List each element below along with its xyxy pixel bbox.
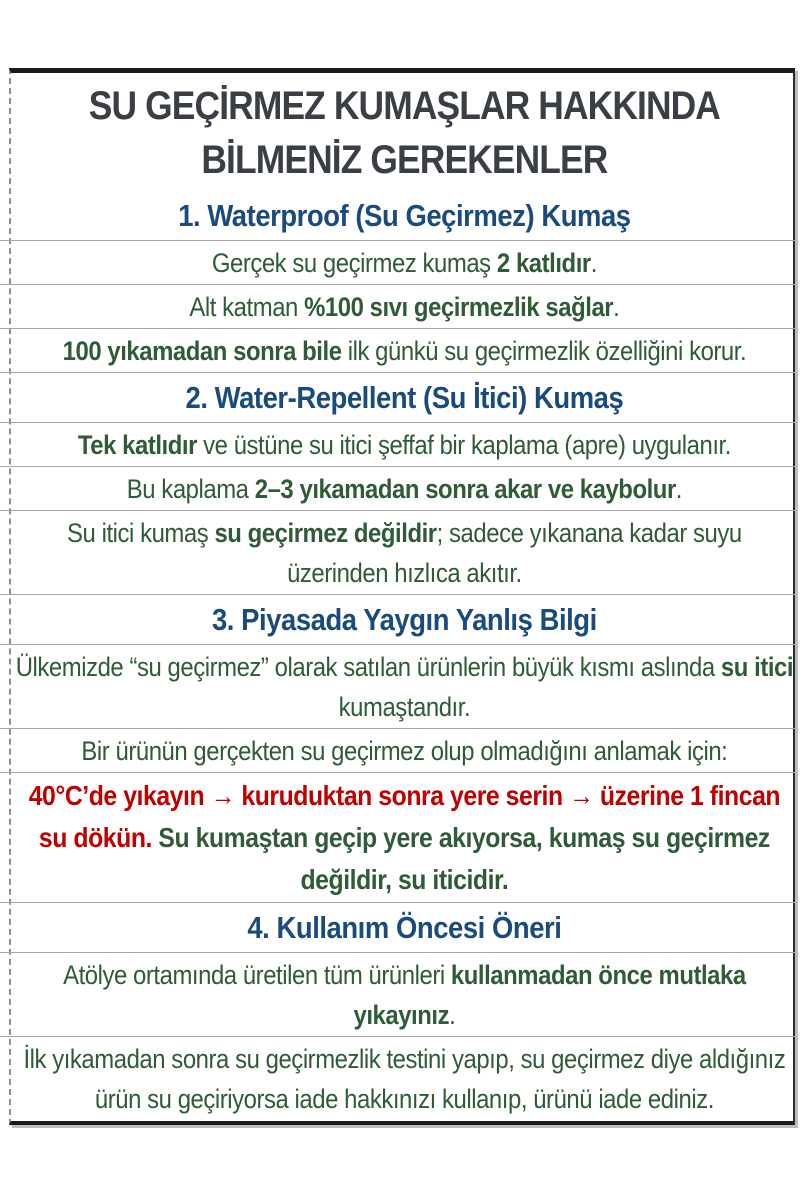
- text-segment: .: [675, 474, 683, 504]
- info-row: [11, 645, 793, 729]
- text-segment: Su kumaştan geçip yere akıyorsa, kumaş su geçirmez değildir, su iticidir.: [151, 822, 770, 895]
- text-segment: 2. Water-Repellent (Su İtici) Kumaş: [185, 380, 624, 415]
- text-segment: su itici: [720, 652, 794, 682]
- text-segment: Atölye ortamında üretilen tüm ürünleri: [63, 960, 451, 990]
- text-segment: .: [449, 1000, 456, 1030]
- text-segment: kumaştandır.: [338, 692, 471, 722]
- text-segment: 2 katlıdır: [496, 248, 591, 278]
- text-segment: 4. Kullanım Öncesi Öneri: [247, 910, 562, 945]
- text-segment: kullanmadan önce mutlaka yıkayınız: [353, 960, 746, 1030]
- row-text: [15, 775, 794, 901]
- row-text: [15, 425, 794, 465]
- info-row: [11, 511, 793, 595]
- text-segment: İlk yıkamadan sonra su geçirmezlik testini yapıp, su geçirmez diye aldığınız ürün su geçiriyorsa iade hakkınızı kullanıp, ürünü iade ediniz.: [23, 1044, 786, 1114]
- page-title-line-1: SU GEÇİRMEZ KUMAŞLAR HAKKINDA: [88, 84, 720, 128]
- page-title-line-2: BİLMENİZ GEREKENLER: [201, 138, 608, 182]
- text-segment: 2–3 yıkamadan sonra akar ve kaybolur: [254, 474, 676, 504]
- row-text: [15, 469, 794, 509]
- section-heading: [11, 595, 793, 645]
- text-segment: Tek katlıdır: [77, 430, 197, 460]
- row-text: [15, 731, 794, 771]
- text-segment: Gerçek su geçirmez kumaş: [211, 248, 497, 278]
- row-text: [15, 513, 794, 593]
- info-row: [11, 773, 793, 903]
- row-text: [15, 331, 794, 371]
- info-table: [9, 68, 795, 1125]
- info-row: [11, 1037, 793, 1121]
- text-segment: ve üstüne su itici şeffaf bir kaplama (apre) uygulanır.: [196, 430, 731, 460]
- row-text: [15, 287, 794, 327]
- info-row: [11, 329, 793, 373]
- info-row: [11, 729, 793, 773]
- text-segment: 40°C’de yıkayın → kuruduktan sonra yere serin → üzerine 1 fincan su dökün.: [28, 780, 781, 853]
- text-segment: ilk günkü su geçirmezlik özelliğini korur.: [341, 336, 747, 366]
- text-segment: Alt katman: [189, 292, 305, 322]
- text-segment: su geçirmez değildir: [214, 518, 437, 548]
- info-row: [11, 423, 793, 467]
- row-text: [15, 243, 794, 283]
- text-segment: ; sadece yıkanana kadar suyu üzerinden hızlıca akıtır.: [287, 518, 742, 588]
- text-segment: .: [590, 248, 597, 278]
- text-segment: Ülkemizde “su geçirmez” olarak satılan ürünlerin büyük kısmı aslında: [15, 652, 721, 682]
- row-text: [15, 193, 794, 239]
- text-segment: 100 yıkamadan sonra bile: [62, 336, 342, 366]
- section-heading: [11, 373, 793, 423]
- info-row: [11, 241, 793, 285]
- text-segment: .: [613, 292, 620, 322]
- text-segment: %100 sıvı geçirmezlik sağlar: [304, 292, 614, 322]
- text-segment: 3. Piyasada Yaygın Yanlış Bilgi: [211, 602, 597, 637]
- info-row: [11, 285, 793, 329]
- text-segment: Su itici kumaş: [67, 518, 215, 548]
- text-segment: 1. Waterproof (Su Geçirmez) Kumaş: [178, 198, 631, 233]
- info-row: [11, 953, 793, 1037]
- row-text: [15, 955, 794, 1035]
- page-title: [11, 73, 793, 191]
- info-row: [11, 467, 793, 511]
- row-text: [15, 597, 794, 643]
- section-heading: [11, 191, 793, 241]
- row-text: [15, 375, 794, 421]
- section-heading: [11, 903, 793, 953]
- row-text: [15, 647, 794, 727]
- text-segment: Bir ürünün gerçekten su geçirmez olup olmadığını anlamak için:: [81, 736, 728, 766]
- row-text: [15, 905, 794, 951]
- row-text: [15, 1039, 794, 1119]
- text-segment: Bu kaplama: [126, 474, 255, 504]
